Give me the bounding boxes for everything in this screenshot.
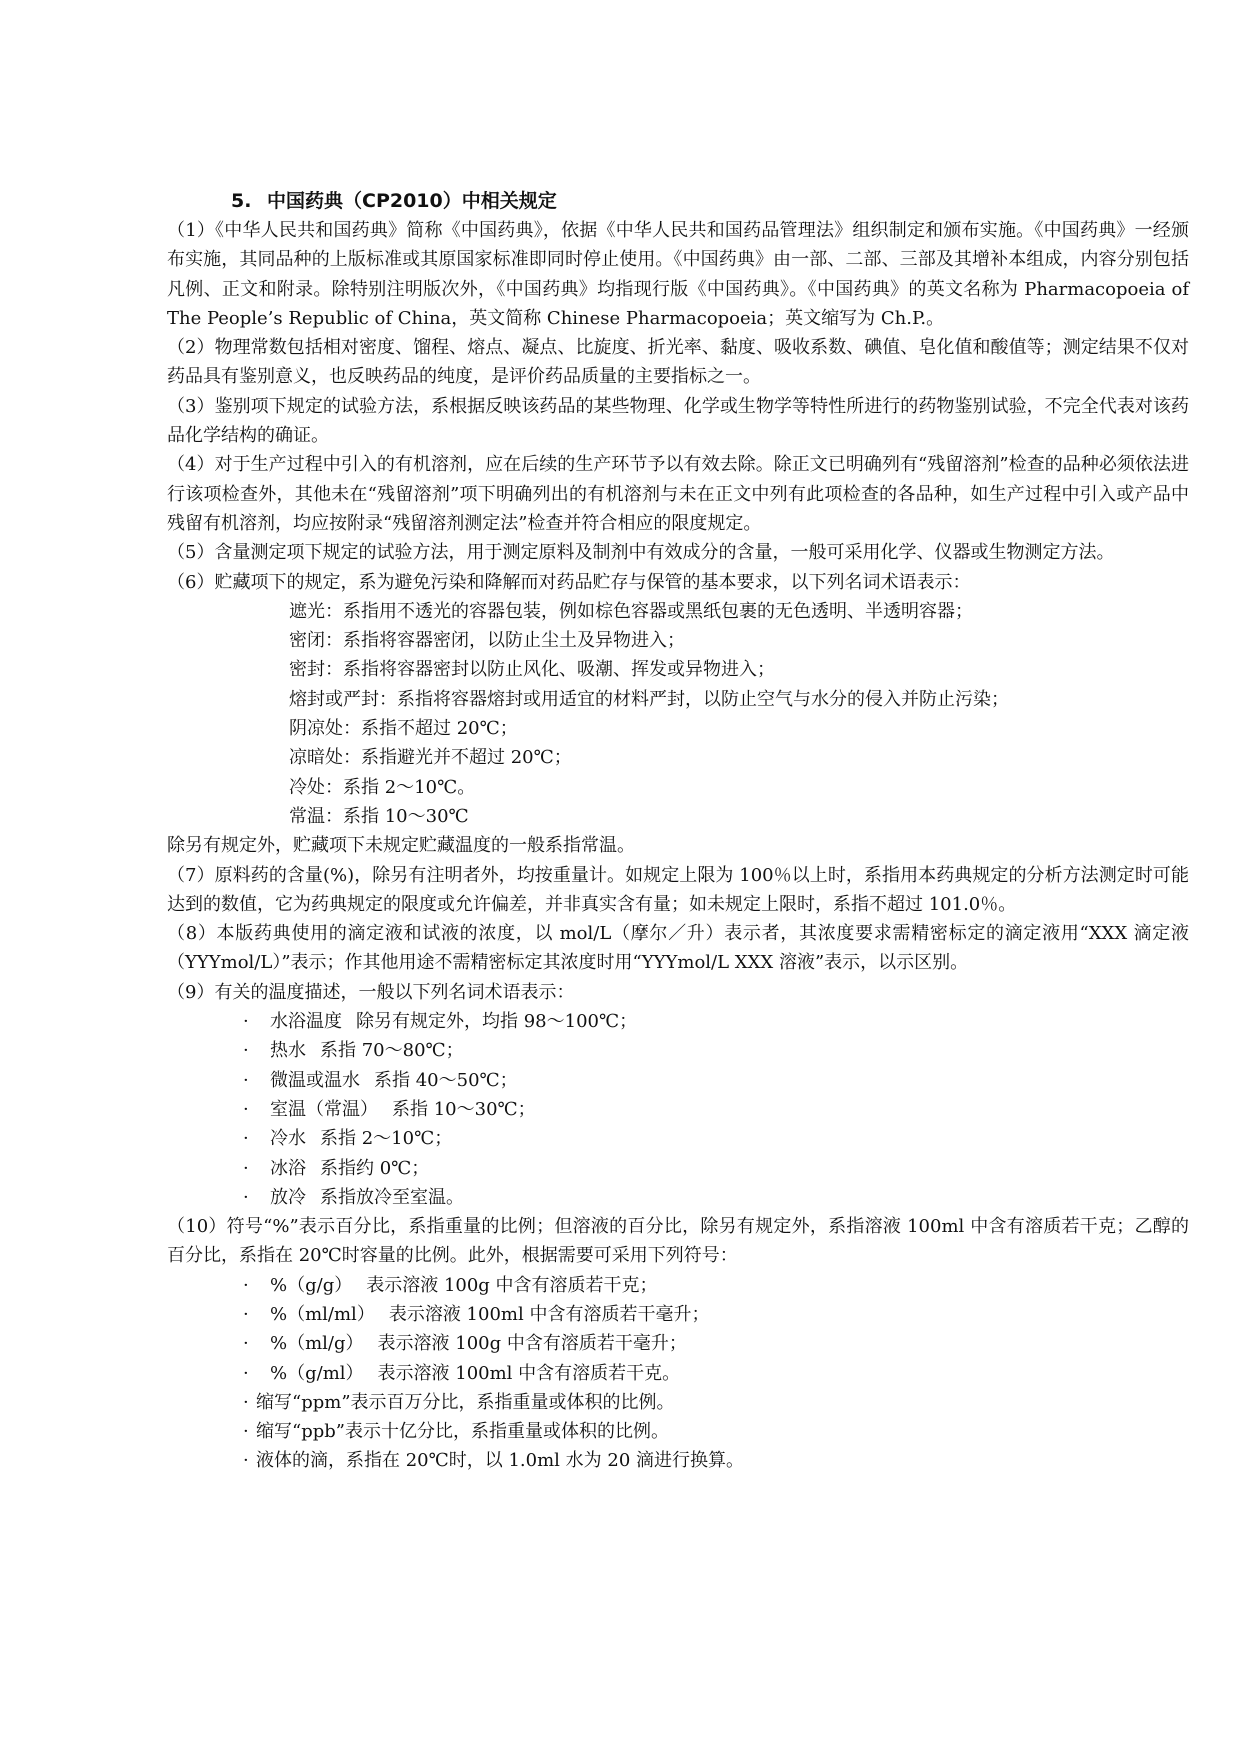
misc-item: [167, 1388, 1189, 1417]
temp-item: [167, 1154, 1189, 1183]
paragraph-8: （8）本版药典使用的滴定液和试液的浓度，以 mol/L（摩尔／升）表示者，其浓度要求需精密标定的滴定液用“XXX 滴定液（YYYmol/L）”表示；作其他用途不需精密标定其浓度时用“YYYmol/L XXX 溶液”表示，以示区别。: [167, 923, 1189, 974]
paragraph-5: （5）含量测定项下规定的试验方法，用于测定原料及制剂中有效成分的含量，一般可采用化学、仪器或生物测定方法。: [167, 542, 1115, 564]
temp-desc: 系指约 0℃；: [320, 1157, 430, 1179]
percent-item: [167, 1329, 1189, 1358]
misc-item: [167, 1446, 1189, 1475]
storage-term: 冷处：系指 2～10℃。: [289, 776, 476, 798]
percent-item: [167, 1359, 1189, 1388]
paragraph-6b: 除另有规定外，贮藏项下未规定贮藏温度的一般系指常温。: [167, 835, 635, 857]
bullet-icon: ·: [243, 1391, 249, 1413]
storage-term: 熔封或严封：系指将容器熔封或用适宜的材料严封，以防止空气与水分的侵入并防止污染；: [289, 688, 1009, 710]
storage-term: 阴凉处：系指不超过 20℃；: [289, 718, 518, 740]
bullet-icon: ·: [243, 1128, 249, 1150]
storage-term: 凉暗处：系指避光并不超过 20℃；: [289, 747, 572, 769]
temp-term: 水浴温度: [270, 1011, 342, 1033]
percent-desc: 表示溶液 100ml 中含有溶质若干毫升；: [388, 1303, 710, 1325]
storage-term: 常温：系指 10～30℃: [289, 805, 469, 827]
paragraph-1: （1）《中华人民共和国药典》简称《中国药典》，依据《中华人民共和国药品管理法》组织制定和颁布实施。《中国药典》一经颁布实施，其同品种的上版标准或其原国家标准即同时停止使用。《中国药典》由一部、二部、三部及其增补本组成，内容分别包括凡例、正文和附录。除特别注明版次外，《中国药典》均指现行版《中国药典》。《中国药典》的英文名称为 Pharmacopoeia of The People’s Republic of China，英文简称 Chinese Pharmacopoeia；英文缩写为 Ch.P.。: [167, 220, 1189, 329]
paragraph-9: （9）有关的温度描述，一般以下列名词术语表示：: [167, 981, 575, 1003]
temp-desc: 系指 10～30℃；: [392, 1098, 536, 1120]
bullet-icon: ·: [243, 1040, 249, 1062]
storage-term: 密封：系指将容器密封以防止风化、吸潮、挥发或异物进入；: [289, 659, 775, 681]
temp-desc: 系指放冷至室温。: [320, 1186, 464, 1208]
bullet-icon: ·: [243, 1069, 249, 1091]
storage-term: 遮光：系指用不透光的容器包装，例如棕色容器或黑纸包裹的无色透明、半透明容器；: [289, 600, 973, 622]
misc-text: 缩写“ppb”表示十亿分比，系指重量或体积的比例。: [256, 1421, 669, 1443]
bullet-icon: ·: [243, 1157, 249, 1179]
percent-desc: 表示溶液 100ml 中含有溶质若干克。: [377, 1362, 681, 1384]
temp-desc: 系指 70～80℃；: [320, 1040, 464, 1062]
bullet-icon: ·: [243, 1098, 249, 1120]
document-body: [167, 216, 1189, 1476]
bullet-icon: ·: [243, 1421, 249, 1443]
paragraph-10: （10）符号“%”表示百分比，系指重量的比例；但溶液的百分比，除另有规定外，系指溶液 100ml 中含有溶质若干克；乙醇的百分比，系指在 20℃时容量的比例。此外，根据需要可采用下列符号：: [167, 1216, 1189, 1267]
section-number: 5.: [231, 190, 252, 212]
temp-desc: 系指 40～50℃；: [374, 1069, 518, 1091]
bullet-icon: ·: [243, 1274, 249, 1296]
temp-term: 室温（常温）: [270, 1098, 378, 1120]
temp-desc: 除另有规定外，均指 98～100℃；: [356, 1011, 638, 1033]
misc-text: 液体的滴，系指在 20℃时，以 1.0ml 水为 20 滴进行换算。: [256, 1450, 745, 1472]
temp-item: [167, 1095, 1189, 1124]
temp-item: [167, 1066, 1189, 1095]
percent-symbol: %（ml/ml）: [270, 1303, 375, 1325]
percent-desc: 表示溶液 100g 中含有溶质若干克；: [366, 1274, 658, 1296]
paragraph-4: （4）对于生产过程中引入的有机溶剂，应在后续的生产环节予以有效去除。除正文已明确列有“残留溶剂”检查的品种必须依法进行该项检查外，其他未在“残留溶剂”项下明确列出的有机溶剂与未在正文中列有此项检查的各品种，如生产过程中引入或产品中残留有机溶剂，均应按附录“残留溶剂测定法”检查并符合相应的限度规定。: [167, 454, 1189, 534]
misc-text: 缩写“ppm”表示百万分比，系指重量或体积的比例。: [256, 1391, 675, 1413]
temp-term: 微温或温水: [270, 1069, 360, 1091]
percent-item: [167, 1271, 1189, 1300]
temp-term: 放冷: [270, 1186, 306, 1208]
temp-term: 冷水: [270, 1128, 306, 1150]
percent-item: [167, 1300, 1189, 1329]
temp-term: 热水: [270, 1040, 306, 1062]
temp-desc: 系指 2～10℃；: [320, 1128, 453, 1150]
temp-item: [167, 1007, 1189, 1036]
percent-desc: 表示溶液 100g 中含有溶质若干毫升；: [377, 1333, 687, 1355]
temp-item: [167, 1036, 1189, 1065]
section-heading: [231, 186, 557, 216]
misc-item: [167, 1417, 1189, 1446]
bullet-icon: ·: [243, 1186, 249, 1208]
temp-item: [167, 1124, 1189, 1153]
bullet-icon: ·: [243, 1011, 249, 1033]
temp-item: [167, 1183, 1189, 1212]
temp-term: 冰浴: [270, 1157, 306, 1179]
bullet-icon: ·: [243, 1303, 249, 1325]
paragraph-6: （6）贮藏项下的规定，系为避免污染和降解而对药品贮存与保管的基本要求，以下列名词术语表示：: [167, 571, 971, 593]
bullet-icon: ·: [243, 1362, 249, 1384]
paragraph-7: （7）原料药的含量(%)，除另有注明者外，均按重量计。如规定上限为 100％以上时，系指用本药典规定的分析方法测定时可能达到的数值，它为药典规定的限度或允许偏差，并非真实含有量；如未规定上限时，系指不超过 101.0％。: [167, 864, 1189, 915]
section-title: 中国药典（CP2010）中相关规定: [267, 190, 557, 212]
paragraph-3: （3）鉴别项下规定的试验方法，系根据反映该药品的某些物理、化学或生物学等特性所进行的药物鉴别试验，不完全代表对该药品化学结构的确证。: [167, 395, 1189, 447]
storage-term: 密闭：系指将容器密闭，以防止尘土及异物进入；: [289, 630, 685, 652]
percent-symbol: %（g/g）: [270, 1274, 353, 1296]
bullet-icon: ·: [243, 1333, 249, 1355]
bullet-icon: ·: [243, 1450, 249, 1472]
percent-symbol: %（g/ml）: [270, 1362, 364, 1384]
percent-symbol: %（ml/g）: [270, 1333, 364, 1355]
paragraph-2: （2）物理常数包括相对密度、馏程、熔点、凝点、比旋度、折光率、黏度、吸收系数、碘值、皂化值和酸值等；测定结果不仅对药品具有鉴别意义，也反映药品的纯度，是评价药品质量的主要指标之一。: [167, 337, 1189, 388]
